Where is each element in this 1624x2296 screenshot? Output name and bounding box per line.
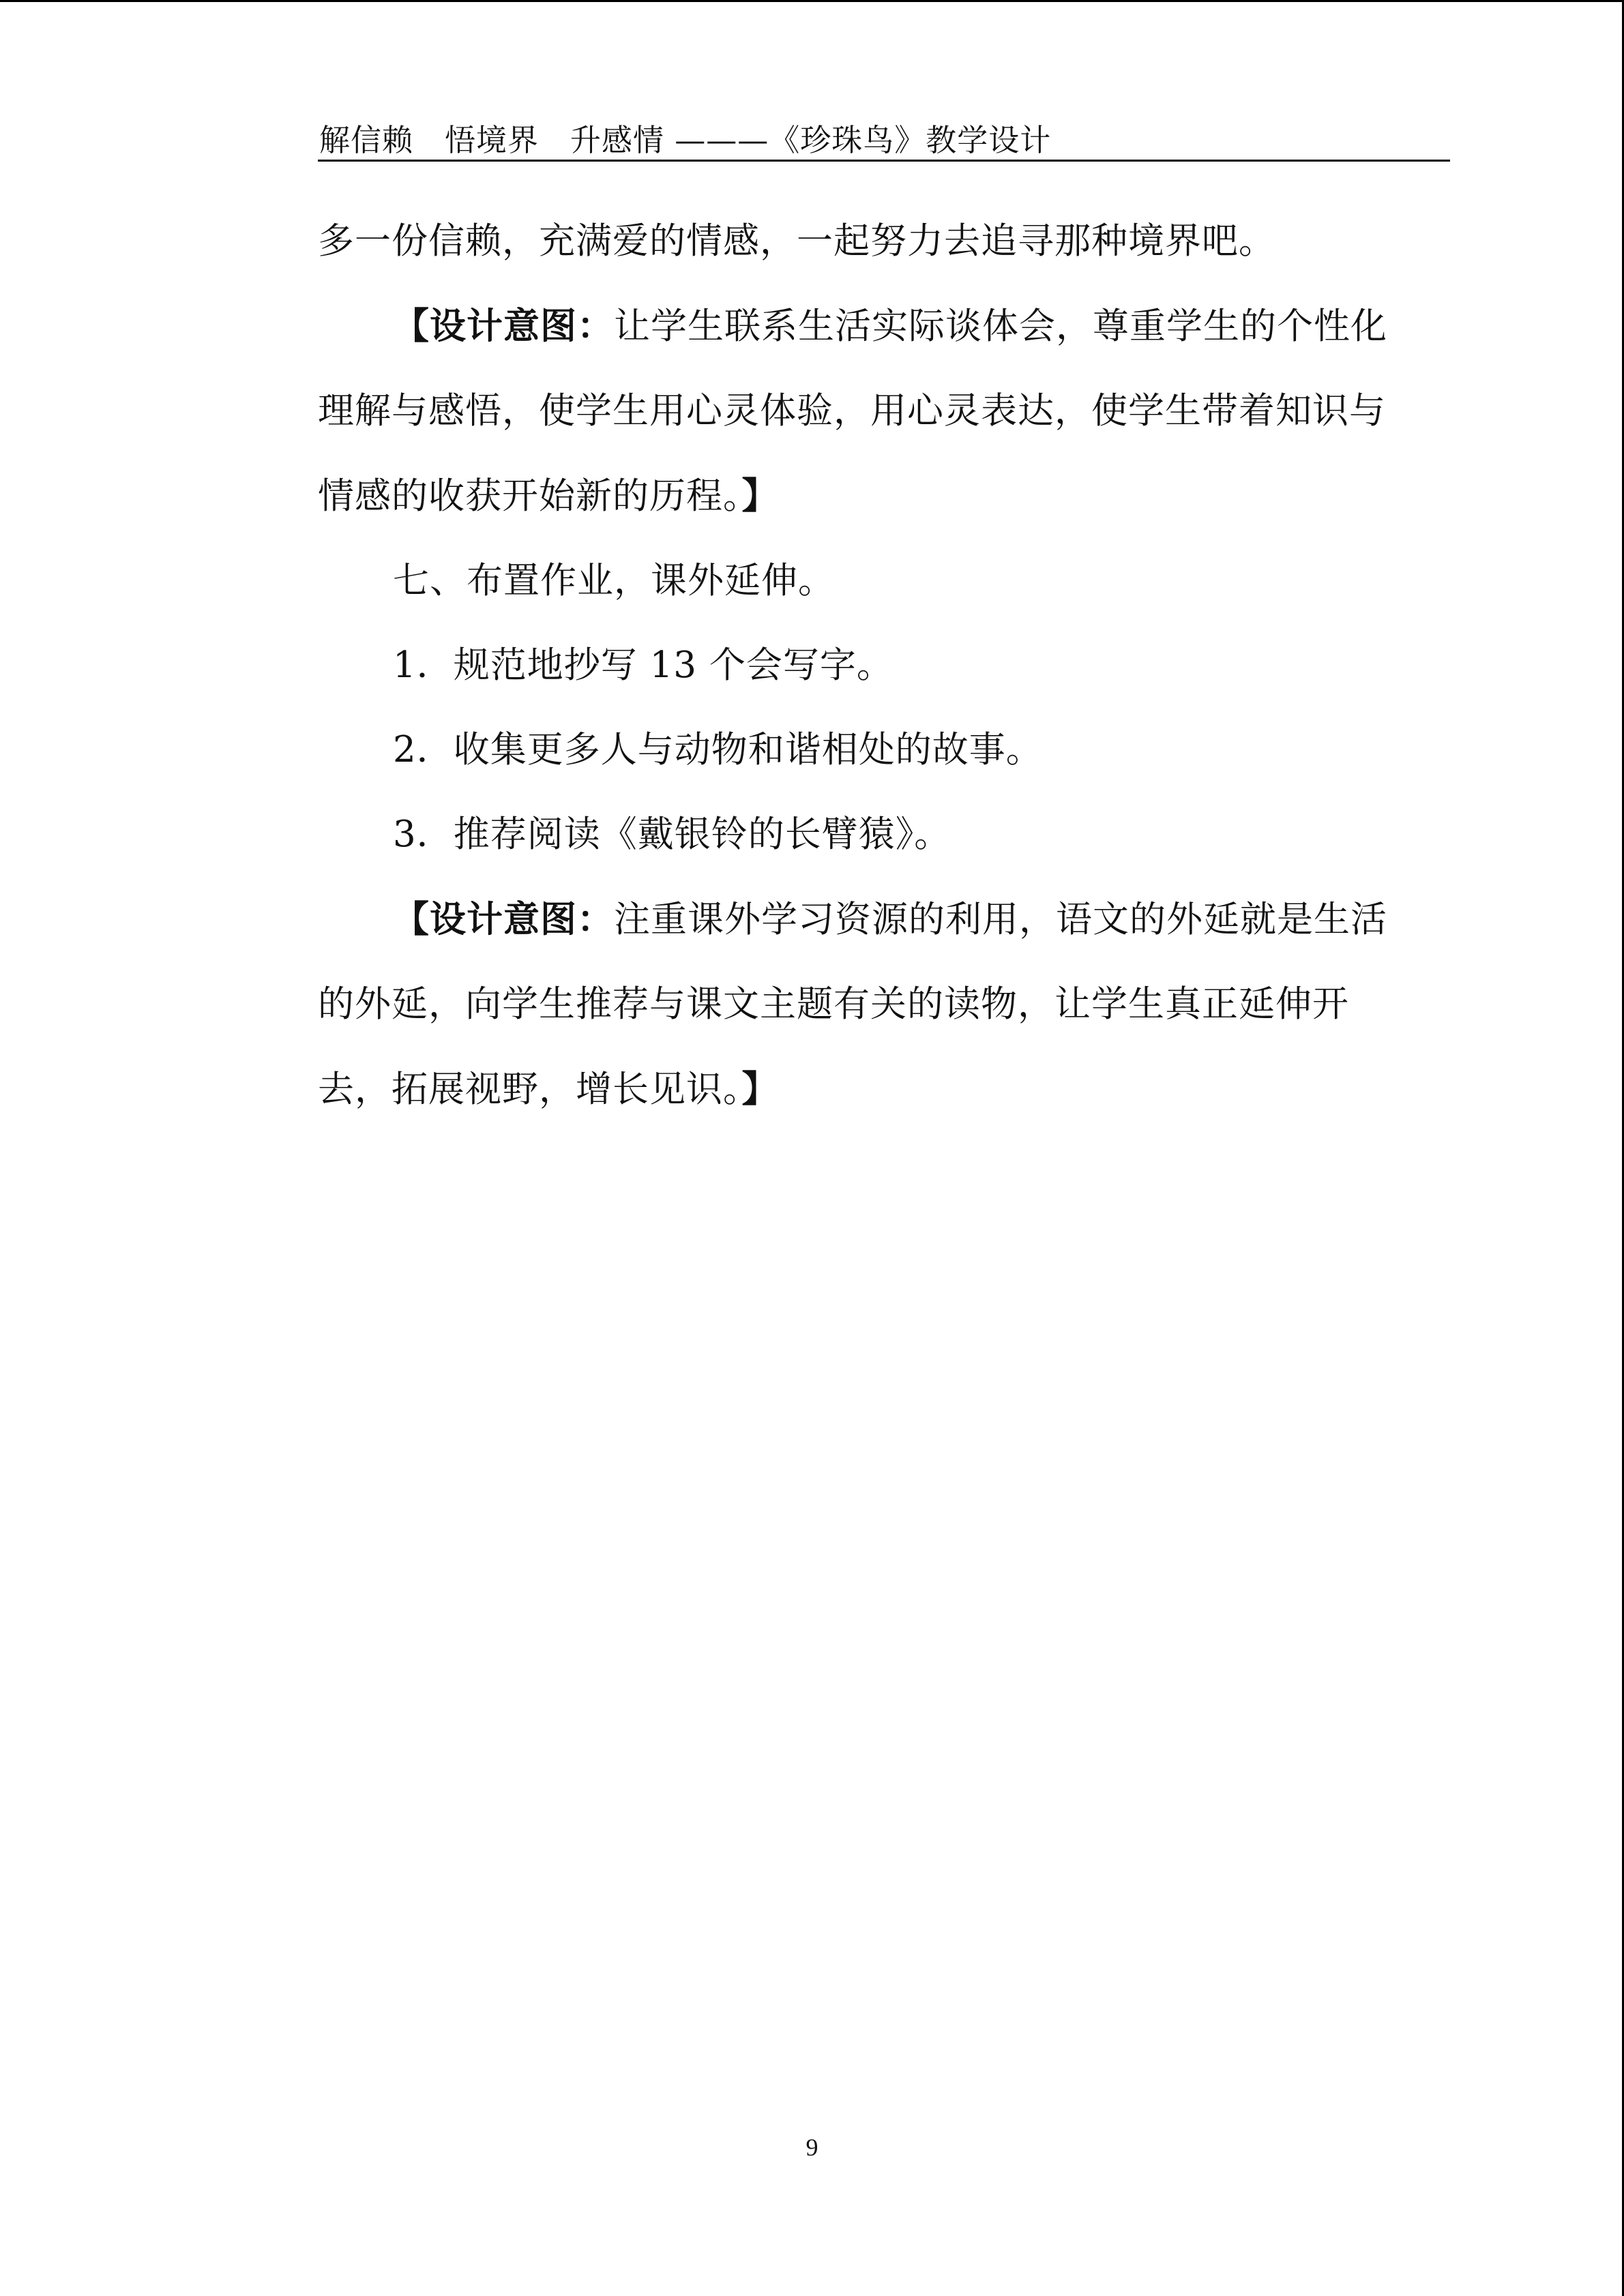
design-intent-paragraph-2	[318, 877, 1450, 1132]
intent-label: 【设计意图：	[393, 305, 614, 347]
running-header	[318, 115, 1450, 162]
intent-line: 的外延，向学生推荐与课文主题有关的读物，让学生真正延伸开	[318, 983, 1349, 1025]
intent-line	[318, 453, 1450, 539]
intent-text: 情感的收获开始新的历程。	[318, 475, 742, 517]
homework-item-3: 3．推荐阅读《戴银铃的长臂猿》。	[393, 814, 951, 855]
header-title: 解信赖 悟境界 升感情 ———《珍珠鸟》教学设计	[319, 122, 1052, 158]
homework-item-1: 1．规范地抄写 13 个会写字。	[393, 644, 894, 686]
intent-line	[318, 877, 1450, 962]
design-intent-paragraph-1	[318, 284, 1450, 539]
page-number: 9	[806, 2134, 818, 2161]
intent-line	[318, 1047, 1450, 1132]
paragraph-continuation	[318, 199, 1450, 284]
intent-text: 去，拓展视野，增长见识。	[318, 1069, 742, 1110]
intent-label: 【设计意图：	[393, 898, 614, 940]
homework-item-2: 2．收集更多人与动物和谐相处的故事。	[393, 729, 1043, 771]
intent-line	[318, 284, 1450, 369]
intent-text: 注重课外学习资源的利用，语文的外延就是生活	[614, 899, 1387, 940]
body-line: 多一份信赖，充满爱的情感，一起努力去追寻那种境界吧。	[318, 220, 1275, 262]
page-top-border	[0, 0, 1624, 2]
document-body	[318, 199, 1450, 1132]
intent-close-bracket: 】	[741, 475, 779, 517]
intent-text: 让学生联系生活实际谈体会，尊重学生的个性化	[614, 305, 1387, 347]
section-heading-7: 七、布置作业，课外延伸。	[393, 560, 835, 601]
intent-line: 理解与感悟，使学生用心灵体验，用心灵表达，使学生带着知识与	[318, 390, 1386, 432]
intent-close-bracket: 】	[741, 1068, 779, 1110]
